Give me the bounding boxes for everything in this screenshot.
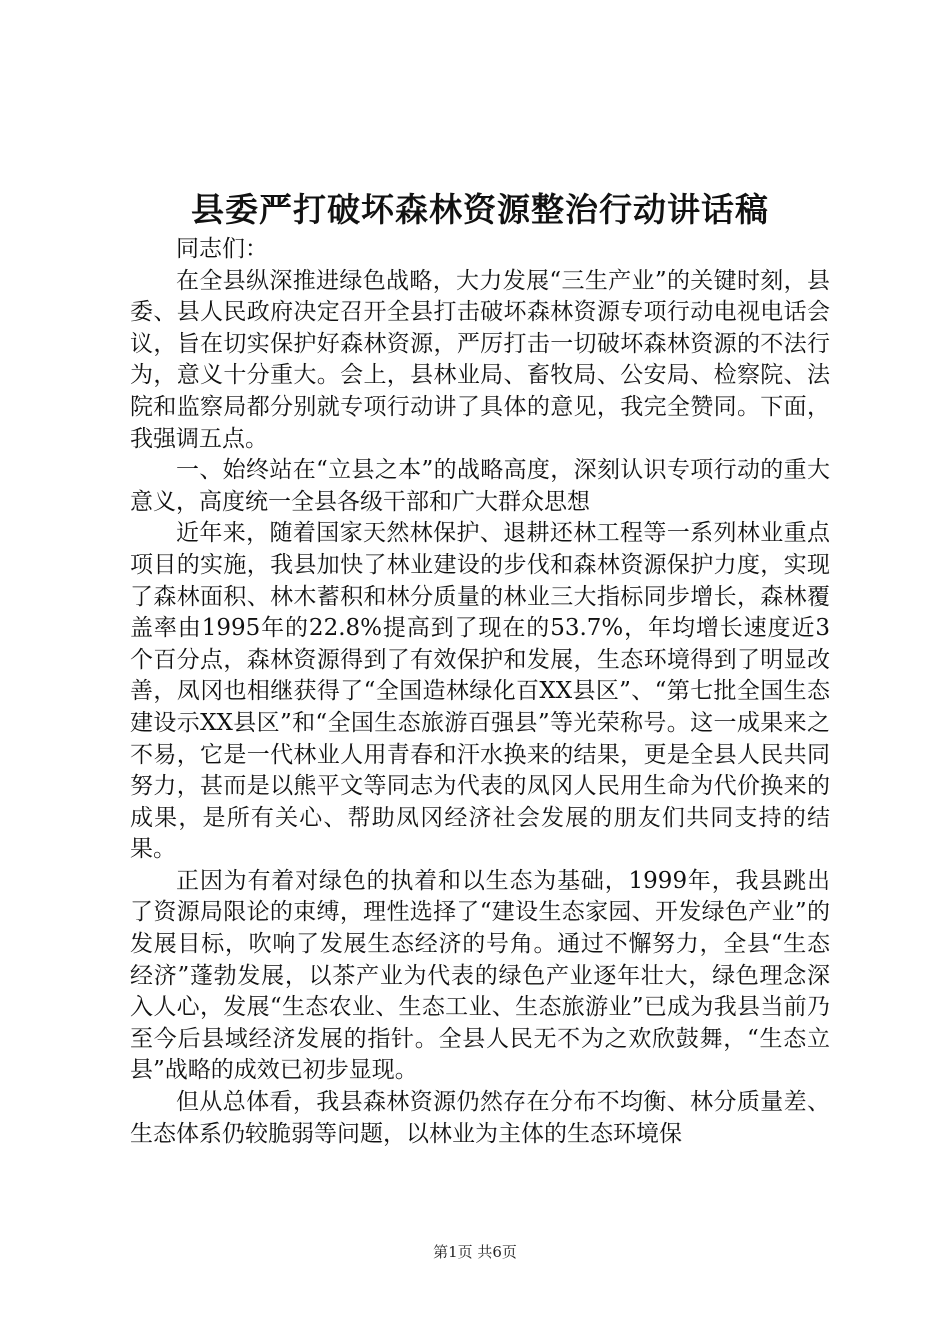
- paragraph: 近年来，随着国家天然林保护、退耕还林工程等一系列林业重点项目的实施，我县加快了林业建设的步伐和森林资源保护力度，实现了森林面积、林木蓄积和林分质量的林业三大指标同步增长，森林覆盖率由1995年的22.8%提高到了现在的53.7%，年均增长速度近3个百分点，森林资源得到了有效保护和发展，生态环境得到了明显改善，凤冈也相继获得了“全国造林绿化百XX县区”、“第七批全国生态建设示XX县区”和“全国生态旅游百强县”等光荣称号。这一成果来之不易，它是一代林业人用青春和汗水换来的结果，更是全县人民共同努力，甚而是以熊平文等同志为代表的凤冈人民用生命为代价换来的成果，是所有关心、帮助凤冈经济社会发展的朋友们共同支持的结果。: [130, 520, 830, 863]
- paragraph: 在全县纵深推进绿色战略，大力发展“三生产业”的关键时刻，县委、县人民政府决定召开全县打击破坏森林资源专项行动电视电话会议，旨在切实保护好森林资源，严厉打击一切破坏森林资源的不法行为，意义十分重大。会上，县林业局、畜牧局、公安局、检察院、法院和监察局都分别就专项行动讲了具体的意见，我完全赞同。下面，我强调五点。: [130, 267, 830, 452]
- paragraph: 正因为有着对绿色的执着和以生态为基础，1999年，我县跳出了资源局限论的束缚，理性选择了“建设生态家园、开发绿色产业”的发展目标，吹响了发展生态经济的号角。通过不懈努力，全县“生态经济”蓬勃发展，以茶产业为代表的绿色产业逐年壮大，绿色理念深入人心，发展“生态农业、生态工业、生态旅游业”已成为我县当前乃至今后县域经济发展的指针。全县人民无不为之欢欣鼓舞，“生态立县”战略的成效已初步显现。: [130, 867, 830, 1084]
- document-title: 县委严打破坏森林资源整治行动讲话稿: [191, 190, 769, 229]
- document-body: [130, 234, 830, 1150]
- paragraph: 但从总体看，我县森林资源仍然存在分布不均衡、林分质量差、生态体系仍较脆弱等问题，以林业为主体的生态环境保: [130, 1089, 830, 1147]
- greeting: 同志们：: [176, 236, 268, 262]
- page-footer: 第1页 共6页: [433, 1243, 517, 1261]
- section-heading: 一、始终站在“立县之本”的战略高度，深刻认识专项行动的重大意义，高度统一全县各级干部和广大群众思想: [130, 457, 830, 515]
